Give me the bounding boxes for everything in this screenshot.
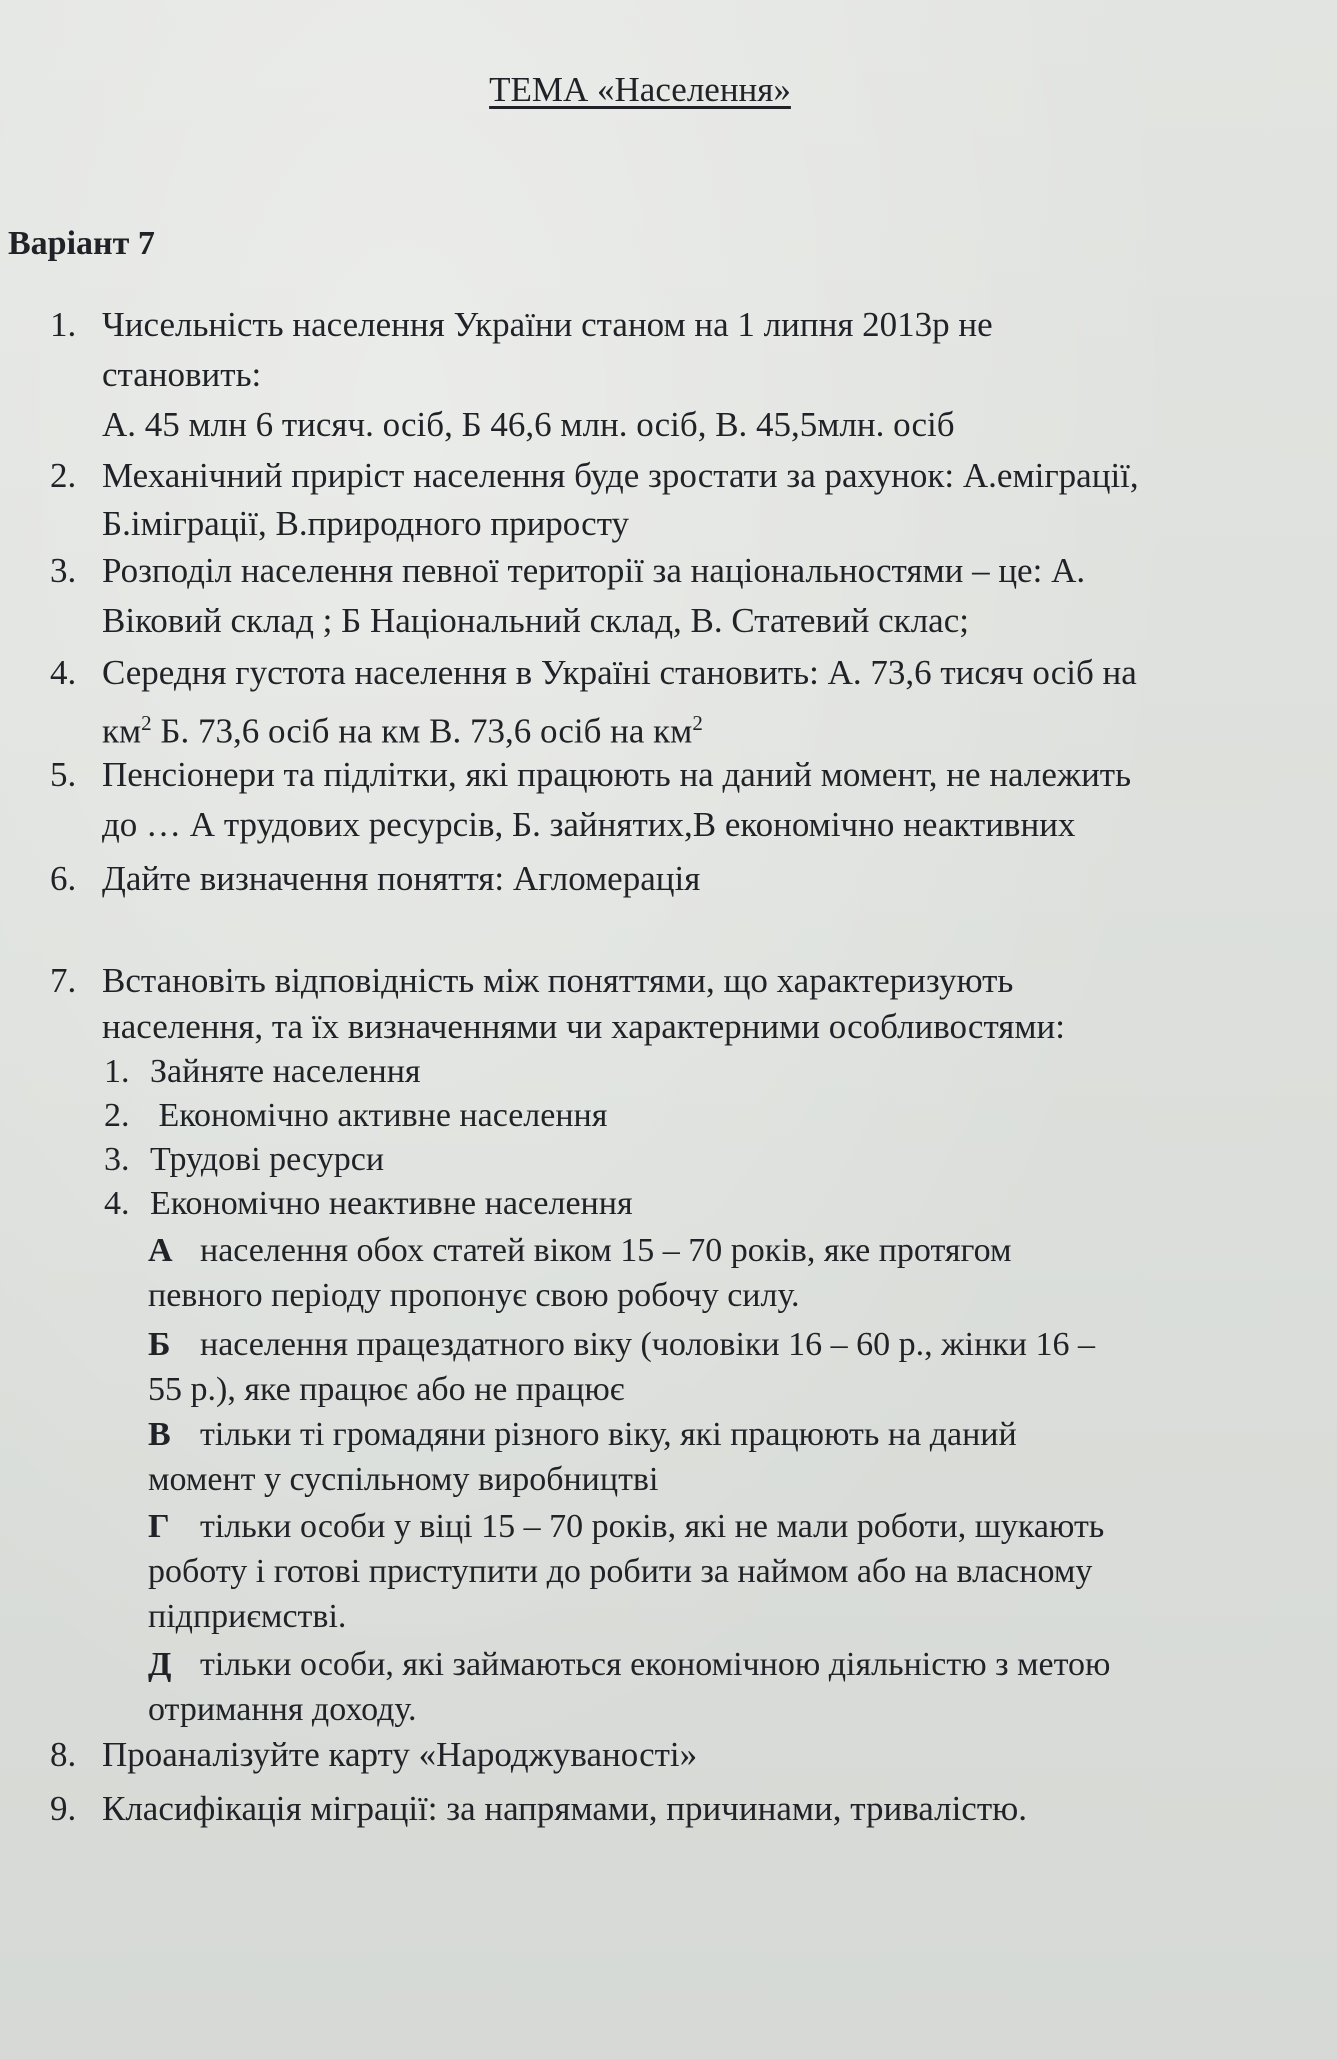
question-text: Класифікація міграції: за напрямами, причинами, тривалістю. (102, 1789, 1028, 1828)
question-options: А. 45 млн 6 тисяч. осіб, Б 46,6 млн. осіб, В. 45,5млн. осіб (102, 405, 955, 444)
question-9 (50, 1784, 1290, 1834)
page-title: ТЕМА «Населення» (489, 70, 791, 109)
question-2 (50, 452, 1290, 548)
concept-item: 4. Економічно неактивне населення (104, 1185, 633, 1222)
question-number: 6. (50, 859, 77, 898)
question-text: Проаналізуйте карту «Народжуваності» (102, 1735, 698, 1774)
definition-letter: А (148, 1232, 173, 1269)
definition-item: Д тільки особи, які займаються економічною діяльністю з метою отримання доходу. (148, 1642, 1288, 1732)
variant-heading: Варіант 7 (8, 225, 155, 262)
question-8 (50, 1730, 1290, 1780)
question-number: 9. (50, 1789, 77, 1828)
definition-item: Б населення працездатного віку (чоловіки 16 – 60 р., жінки 16 – 55 р.), яке працює або не працює (148, 1322, 1288, 1412)
definition-letter: В (148, 1416, 171, 1453)
question-text: Встановіть відповідність між поняттями, що характеризують (102, 961, 1014, 1000)
question-text: Дайте визначення поняття: Агломерація (102, 859, 701, 898)
definition-item: Г тільки особи у віці 15 – 70 років, які не мали роботи, шукають роботу і готові приступити до робити за наймом або на власному підприємстві. (148, 1504, 1288, 1639)
concept-item: 1. Зайняте населення (104, 1053, 421, 1090)
definition-item: В тільки ті громадяни різного віку, які працюють на даний момент у суспільному виробництві (148, 1412, 1288, 1502)
question-number: 7. (50, 961, 77, 1000)
concept-item: 3. Трудові ресурси (104, 1141, 385, 1178)
question-5 (50, 750, 1290, 850)
definition-letter: Г (148, 1508, 170, 1545)
definition-letter: Б (148, 1326, 171, 1363)
concept-item: 2. Економічно активне населення (104, 1097, 608, 1134)
question-7 (50, 958, 1290, 1050)
question-4 (50, 648, 1290, 757)
question-options: до … А трудових ресурсів, Б. зайнятих,В економічно неактивних (102, 805, 1076, 844)
question-number: 8. (50, 1735, 77, 1774)
question-1 (50, 300, 1290, 450)
question-number: 5. (50, 755, 77, 794)
question-text: Середня густота населення в Україні становить: А. 73,6 тисяч осіб на (102, 653, 1137, 692)
question-options: $км^2$ Б. 73,6 осіб на км В. 73,6 осіб на $км^2$ (102, 711, 703, 751)
definition-letter: Д (148, 1646, 172, 1683)
question-number: 4. (50, 653, 77, 692)
question-text: становить: (102, 355, 262, 394)
question-text: Пенсіонери та підлітки, які працюють на даний момент, не належить (102, 755, 1132, 794)
question-6 (50, 854, 1290, 904)
question-number: 1. (50, 305, 77, 344)
question-number: 2. (50, 456, 77, 495)
question-text: Чисельність населення України станом на 1 липня 2013р не (102, 305, 993, 344)
question-number: 3. (50, 551, 77, 590)
question-options: Б.імiграції, В.природного приросту (102, 504, 630, 543)
question-text: Розподіл населення певної території за національностями – це: А. (102, 551, 1086, 590)
question-options: Віковий склад ; Б Національний склад, В. Статевий склас; (102, 601, 969, 640)
question-text: населення, та їх визначеннями чи характерними особливостями: (102, 1007, 1065, 1046)
question-text: Механічний приріст населення буде зростати за рахунок: А.еміграції, (102, 456, 1139, 495)
question-3 (50, 546, 1290, 646)
definition-item: А населення обох статей віком 15 – 70 років, яке протягом певного періоду пропонує свою робочу силу. (148, 1228, 1288, 1318)
